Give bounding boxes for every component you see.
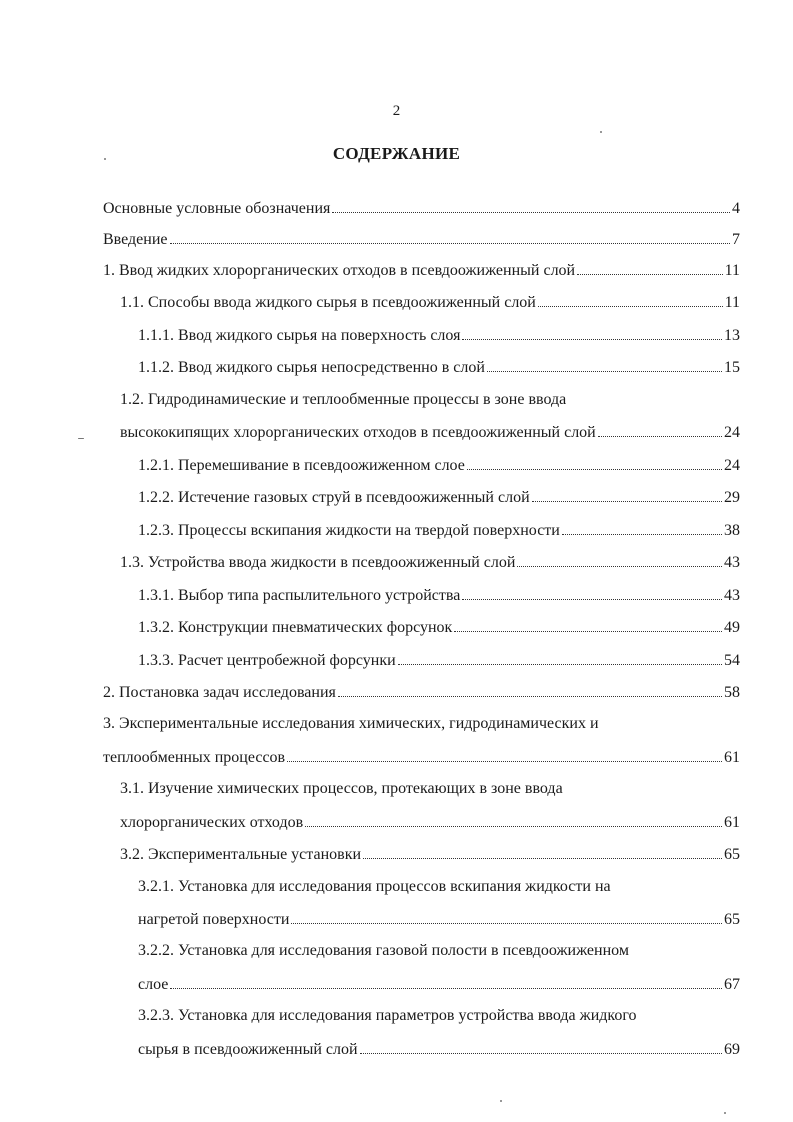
leader-dots bbox=[562, 519, 722, 535]
toc-entry-title: 1.1.1. Ввод жидкого сырья на поверхность слоя bbox=[138, 327, 461, 344]
leader-dots bbox=[287, 746, 722, 762]
toc-entry-title: 1.3.2. Конструкции пневматических форсунок bbox=[138, 619, 453, 636]
toc-entry-page: 65 bbox=[724, 846, 740, 863]
toc-entry-page: 61 bbox=[724, 749, 740, 766]
toc-entry-page: 24 bbox=[724, 457, 740, 474]
toc-entry-page: 7 bbox=[732, 231, 740, 248]
toc-entry-page: 49 bbox=[724, 619, 740, 636]
toc-entry-line1 bbox=[120, 778, 740, 800]
toc-entry-title-cont: сырья в псевдоожиженный слой bbox=[138, 1041, 358, 1058]
toc-entry-line1 bbox=[138, 1005, 740, 1027]
toc-entry-page: 4 bbox=[732, 200, 740, 217]
toc-entry bbox=[120, 551, 740, 573]
toc-entry bbox=[103, 228, 740, 250]
toc-entry bbox=[138, 908, 740, 930]
leader-dots bbox=[462, 324, 722, 340]
toc-entry bbox=[138, 324, 740, 346]
toc-entry bbox=[138, 584, 740, 606]
toc-entry-title-cont: слое bbox=[138, 976, 169, 993]
toc-entry-title: 3. Экспериментальные исследования химических, гидродинамических и bbox=[103, 715, 599, 732]
leader-dots bbox=[305, 811, 722, 827]
toc-entry-line1 bbox=[138, 876, 740, 898]
toc-entry bbox=[138, 649, 740, 671]
toc-entry-title: 1.1. Способы ввода жидкого сырья в псевдоожиженный слой bbox=[120, 294, 536, 311]
toc-entry-title-cont: теплообменных процессов bbox=[103, 749, 286, 766]
leader-dots bbox=[454, 616, 722, 632]
toc-entry-line1 bbox=[103, 713, 740, 735]
toc-entry-title-cont: хлорорганических отходов bbox=[120, 814, 304, 831]
toc-entry-line1 bbox=[120, 389, 740, 411]
toc-entry-page: 69 bbox=[724, 1041, 740, 1058]
toc-entry-title: Введение bbox=[103, 231, 168, 248]
toc-entry-title: 1.2.2. Истечение газовых струй в псевдоожиженный слой bbox=[138, 489, 530, 506]
toc-entry-page: 15 bbox=[724, 359, 740, 376]
toc-entry-page: 65 bbox=[724, 911, 740, 928]
toc-entry-title: 1.3.1. Выбор типа распылительного устройства bbox=[138, 587, 461, 604]
toc-entry-title: 1.1.2. Ввод жидкого сырья непосредственно в слой bbox=[138, 359, 485, 376]
leader-dots bbox=[398, 649, 722, 665]
toc-entry-title: Основные условные обозначения bbox=[103, 200, 331, 217]
toc-entry bbox=[103, 197, 740, 219]
leader-dots bbox=[487, 356, 722, 372]
leader-dots bbox=[598, 421, 722, 437]
scan-speck bbox=[600, 131, 602, 133]
toc-entry-title-cont: нагретой поверхности bbox=[138, 911, 290, 928]
toc-entry-page: 11 bbox=[724, 294, 740, 311]
toc-entry-title: 1.2.3. Процессы вскипания жидкости на твердой поверхности bbox=[138, 522, 560, 539]
toc-entry bbox=[120, 291, 740, 313]
leader-dots bbox=[332, 197, 730, 213]
leader-dots bbox=[538, 291, 723, 307]
toc-entry bbox=[138, 454, 740, 476]
toc-entry-title: 3.1. Изучение химических процессов, протекающих в зоне ввода bbox=[120, 780, 563, 797]
toc-entry bbox=[120, 811, 740, 833]
toc-entry-title: 1.2. Гидродинамические и теплообменные процессы в зоне ввода bbox=[120, 391, 567, 408]
page-title: СОДЕРЖАНИЕ bbox=[332, 144, 461, 163]
scan-speck bbox=[104, 158, 106, 160]
toc-entry-title: 3.2. Экспериментальные установки bbox=[120, 846, 362, 863]
toc-entry-title: 2. Постановка задач исследования bbox=[103, 684, 336, 701]
toc-entry-title: 3.2.3. Установка для исследования параметров устройства ввода жидкого bbox=[138, 1007, 637, 1024]
toc-entry-page: 67 bbox=[724, 976, 740, 993]
toc-entry-title: 3.2.2. Установка для исследования газовой полости в псевдоожиженном bbox=[138, 942, 629, 959]
toc-entry bbox=[103, 681, 740, 703]
leader-dots bbox=[170, 973, 722, 989]
toc-entry-page: 58 bbox=[724, 684, 740, 701]
toc-entry-title: 1. Ввод жидких хлорорганических отходов в псевдоожиженный слой bbox=[103, 262, 576, 279]
leader-dots bbox=[467, 454, 722, 470]
toc-entry bbox=[138, 1038, 740, 1060]
scan-speck bbox=[500, 1100, 502, 1102]
toc-entry-line1 bbox=[138, 940, 740, 962]
toc-entry bbox=[138, 519, 740, 541]
toc-entry-title: 1.3.3. Расчет центробежной форсунки bbox=[138, 652, 396, 669]
toc-entry-page: 38 bbox=[724, 522, 740, 539]
toc-entry-title: 1.3. Устройства ввода жидкости в псевдоожиженный слой bbox=[120, 554, 516, 571]
leader-dots bbox=[338, 681, 722, 697]
toc-entry-page: 24 bbox=[724, 424, 740, 441]
toc-entry bbox=[138, 356, 740, 378]
toc-entry-page: 13 bbox=[724, 327, 740, 344]
leader-dots bbox=[170, 228, 731, 244]
toc-entry-title: 1.2.1. Перемешивание в псевдоожиженном слое bbox=[138, 457, 465, 474]
toc-entry-title: 3.2.1. Установка для исследования процессов вскипания жидкости на bbox=[138, 878, 611, 895]
toc-entry-page: 61 bbox=[724, 814, 740, 831]
toc-entry-page: 43 bbox=[724, 554, 740, 571]
leader-dots bbox=[360, 1038, 722, 1054]
leader-dots bbox=[291, 908, 722, 924]
toc-entry bbox=[120, 421, 740, 443]
toc-entry-page: 29 bbox=[724, 489, 740, 506]
toc-entry-page: 54 bbox=[724, 652, 740, 669]
page-number: 2 bbox=[392, 103, 401, 119]
leader-dots bbox=[462, 584, 722, 600]
toc-entry-page: 43 bbox=[724, 587, 740, 604]
toc-entry bbox=[138, 486, 740, 508]
toc-entry-page: 11 bbox=[724, 262, 740, 279]
scan-speck bbox=[724, 1112, 726, 1114]
toc-entry bbox=[138, 973, 740, 995]
toc-entry bbox=[120, 843, 740, 865]
toc-entry bbox=[103, 259, 740, 281]
toc-entry-title-cont: высококипящих хлорорганических отходов в псевдоожиженный слой bbox=[120, 424, 596, 441]
leader-dots bbox=[517, 551, 722, 567]
toc-entry bbox=[103, 746, 740, 768]
scan-speck bbox=[78, 438, 84, 439]
leader-dots bbox=[577, 259, 722, 275]
leader-dots bbox=[532, 486, 722, 502]
leader-dots bbox=[363, 843, 722, 859]
toc-entry bbox=[138, 616, 740, 638]
